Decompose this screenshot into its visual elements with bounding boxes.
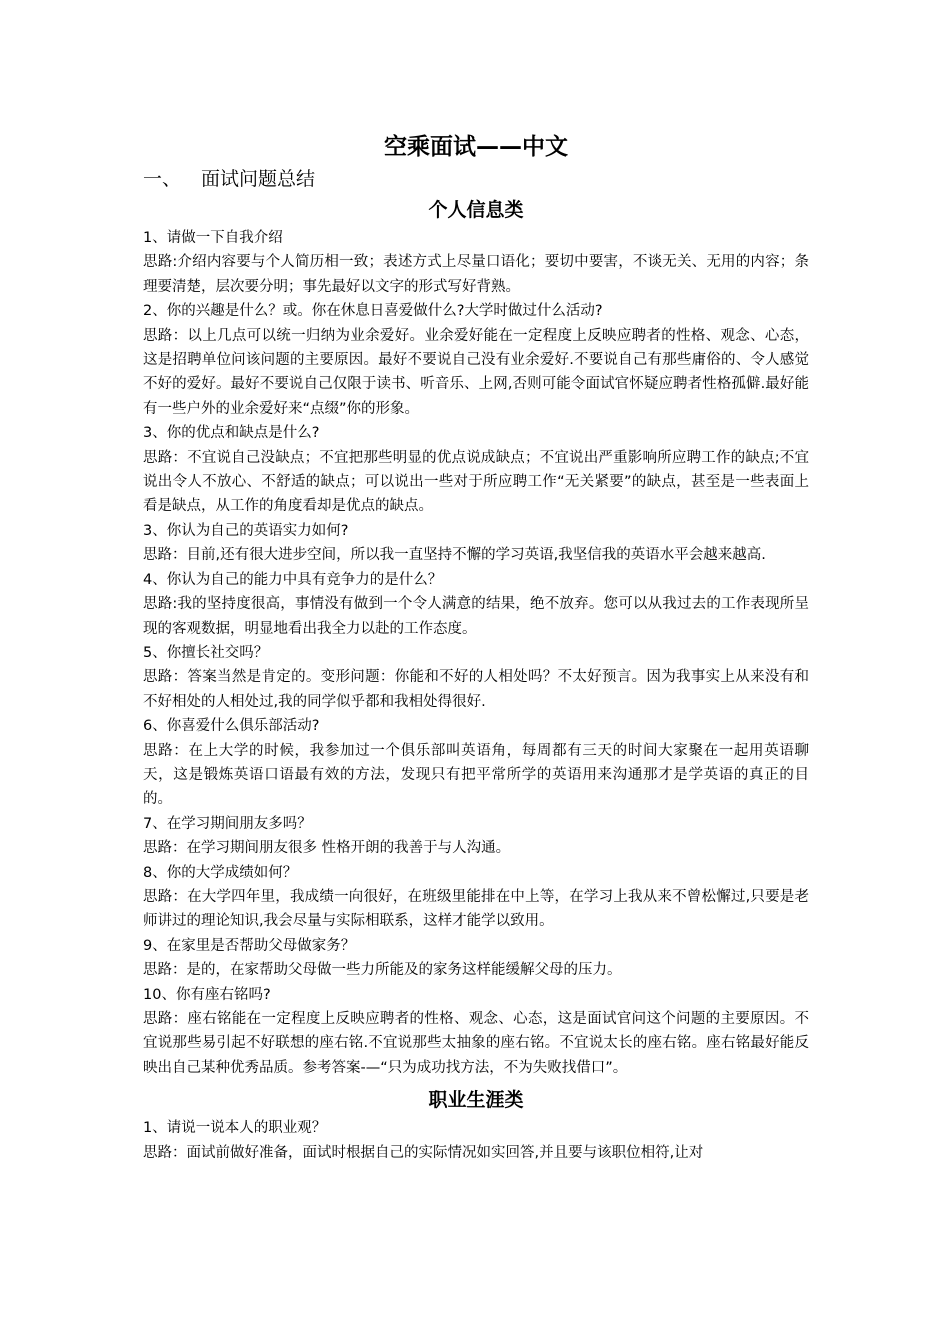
category-heading: 个人信息类: [428, 199, 524, 221]
section-label: 面试问题总结: [201, 168, 316, 190]
section-heading: [143, 164, 809, 194]
question: 2、你的兴趣是什么？或。你在休息日喜爱做什么?大学时做过什么活动?: [143, 303, 603, 320]
answer: 思路：在学习期间朋友很多 性格开朗的我善于与人沟通。: [143, 840, 511, 857]
answer: 思路：面试前做好准备，面试时根据自己的实际情况如实回答,并且要与该职位相符,让对: [143, 1144, 704, 1161]
answer: 思路:介绍内容要与个人简历相一致；表述方式上尽量口语化；要切中要害，不谈无关、无用的内容；条理要清楚，层次要分明；事先最好以文字的形式写好背熟。: [143, 254, 809, 295]
answer: 思路：在大学四年里，我成绩一向很好，在班级里能排在中上等，在学习上我从来不曾松懈过,只要是老师讲过的理论知识,我会尽量与实际相联系，这样才能学以致用。: [143, 888, 809, 930]
question: 8、你的大学成绩如何？: [143, 864, 298, 881]
answer: 思路：答案当然是肯定的。变形问题：你能和不好的人相处吗？不太好预言。因为我事实上从来没有和不好相处的人相处过,我的同学似乎都和我相处得很好.: [143, 669, 809, 710]
answer: 思路：座右铭能在一定程度上反映应聘者的性格、观念、心态，这是面试官问这个问题的主要原因。不宜说那些易引起不好联想的座右铭.不宜说那些太抽象的座右铭。不宜说太长的座右铭。座右铭最好能反映出自己某种优秀品质。参考答案-—“只为成功找方法，不为失败找借口”。: [143, 1011, 809, 1076]
answer: 思路：以上几点可以统一归纳为业余爱好。业余爱好能在一定程度上反映应聘者的性格、观念、心态，这是招聘单位问该问题的主要原因。最好不要说自己没有业余爱好.不要说自己有那些庸俗的、令人感觉不好的爱好。最好不要说自己仅限于读书、听音乐、上网,否则可能令面试官怀疑应聘者性格孤僻.最好能有一些户外的业余爱好来“点缀”你的形象。: [143, 327, 809, 417]
question: 3、你的优点和缺点是什么?: [143, 425, 320, 442]
answer: 思路:我的坚持度很高，事情没有做到一个令人满意的结果，绝不放弃。您可以从我过去的工作表现所呈现的客观数据，明显地看出我全力以赴的工作态度。: [143, 596, 809, 637]
document-title: 空乘面试——中文: [384, 134, 568, 160]
question: 6、你喜爱什么俱乐部活动?: [143, 718, 320, 735]
answer: 思路：在上大学的时候，我参加过一个俱乐部叫英语角，每周都有三天的时间大家聚在一起用英语聊天，这是锻炼英语口语最有效的方法，发现只有把平常所学的英语用来沟通那才是学英语的真正的目的。: [143, 742, 809, 808]
question: 5、你擅长社交吗？: [143, 644, 269, 661]
question: 1、请做一下自我介绍: [143, 230, 283, 246]
category-career: [143, 1084, 809, 1165]
section-number: 一、: [143, 168, 182, 190]
document-page: [143, 130, 809, 1165]
answer: 思路：目前,还有很大进步空间，所以我一直坚持不懈的学习英语,我坚信我的英语水平会越来越高.: [143, 547, 766, 564]
category-heading: 职业生涯类: [428, 1089, 524, 1112]
answer: 思路：不宜说自己没缺点；不宜把那些明显的优点说成缺点；不宜说出严重影响所应聘工作的缺点;不宜说出令人不放心、不舒适的缺点；可以说出一些对于所应聘工作“无关紧要”的缺点，甚至是一些表面上看是缺点，从工作的角度看却是优点的缺点。: [143, 449, 809, 515]
question: 9、在家里是否帮助父母做家务？: [143, 937, 356, 954]
question: 3、你认为自己的英语实力如何?: [143, 522, 349, 539]
question: 7、在学习期间朋友多吗？: [143, 815, 312, 832]
question: 4、你认为自己的能力中具有竞争力的是什么？: [143, 571, 443, 588]
question: 1、请说一说本人的职业观？: [143, 1120, 327, 1137]
answer: 思路：是的，在家帮助父母做一些力所能及的家务这样能缓解父母的压力。: [143, 962, 622, 979]
question: 10、你有座右铭吗?: [143, 986, 271, 1003]
category-personal-info: [143, 194, 809, 1080]
